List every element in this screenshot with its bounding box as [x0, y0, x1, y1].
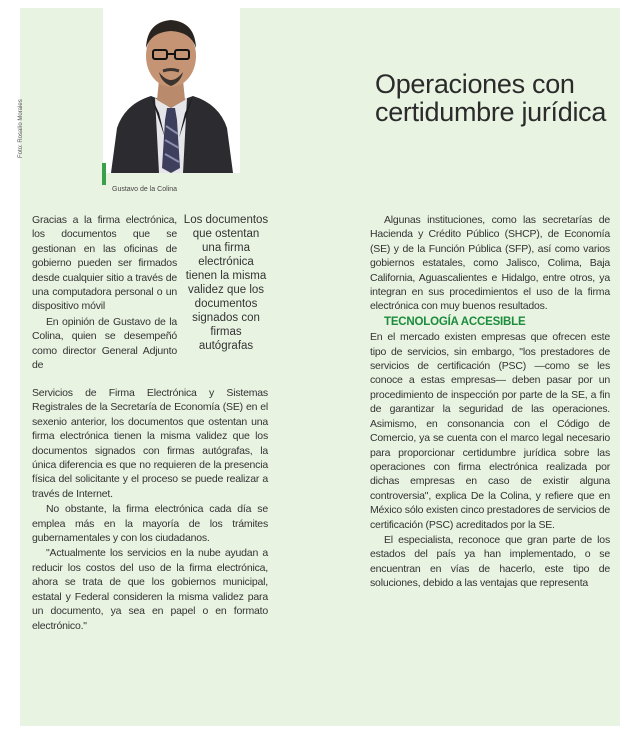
paragraph-market: En el mercado existen empresas que ofrecen este tipo de servicios, sin embargo, "los prestadores de servicios de certificación (PSC) —como se les conoce a estas empresas— deben pasar por un procedimiento de inspección por parte de la SE, a fin de garantizar la seguridad de las operaciones. Asimismo, en consonancia con el Código de Comercio, ya se cuenta con el marco legal necesario para proporcionar certidumbre jurídica sobre las operaciones con firma electrónica realizada por dichas empresas en caso de existir alguna controversia", explica De la Colina, y refiere que en México sólo existen cinco prestadores de servicios de certificación (PSC) acreditados por la SE.	[370, 331, 610, 531]
section-subheading: TECNOLOGÍA ACCESIBLE	[384, 315, 526, 328]
paragraph-opinion-bottom: Servicios de Firma Electrónica y Sistemas Registrales de la Secretaría de Economía (SE) en el sexenio anterior, los documentos que ostentan una firma electrónica tienen la misma validez que los documentos signados con firmas autógrafas, la única diferencia es que no requieren de la presencia física del solicitante y el proceso se puede realizar a través de Internet.	[32, 387, 268, 500]
paragraph-intro: Gracias a la firma electrónica, los documentos que se gestionan en las oficinas de gobierno pueden ser firmados desde cualquier sitio a través de una computadora personal o un dispositivo móvil	[32, 214, 177, 313]
pull-quote: Los documentos que ostentan una firma electrónica tienen la misma validez que los documentos signados con firmas autógrafas	[183, 214, 269, 352]
article-page	[20, 8, 620, 726]
column-2	[370, 213, 610, 592]
photo-credit: Foto: Rosalío Morales	[18, 99, 24, 158]
caption-accent-bar	[102, 163, 106, 185]
paragraph-quote: "Actualmente los servicios en la nube ayudan a reducir los costos del uso de la firma electrónica, ahora se trata de que los gobiernos municipal, estatal y Federal consideren la misma validez para un documento, ya sea en papel o en formato electrónico."	[32, 547, 268, 632]
paragraph-specialist: El especialista, reconoce que gran parte de los estados del país ya han implementado, o se encuentran en vías de hacerlo, este tipo de soluciones, debido a las ventajas que representa	[370, 533, 610, 590]
paragraph-institutions: Algunas instituciones, como las secretarías de Hacienda y Crédito Público (SHCP), de Economía (SE) y de la Función Pública (SFP), así como varios gobiernos estatales, como Jalisco, Colima, Baja California, Aguascalientes e Hidalgo, entre otros, ya integran en sus procedimientos el uso de la firma electrónica con muy buenos resultados.	[370, 214, 610, 313]
column-1-bottom	[32, 386, 268, 634]
paragraph-opinion-top: En opinión de Gustavo de la Colina, quien se desempeñó como director General Adjunto de	[32, 315, 177, 372]
article-title: Operaciones con certidumbre jurídica	[375, 69, 607, 127]
column-1-top	[32, 213, 177, 373]
portrait-photo	[103, 8, 240, 173]
photo-caption: Gustavo de la Colina	[112, 186, 177, 193]
portrait-illustration	[103, 8, 240, 173]
paragraph-usage: No obstante, la firma electrónica cada día se emplea más en la mayoría de los trámites gubernamentales y con los ciudadanos.	[32, 503, 268, 545]
